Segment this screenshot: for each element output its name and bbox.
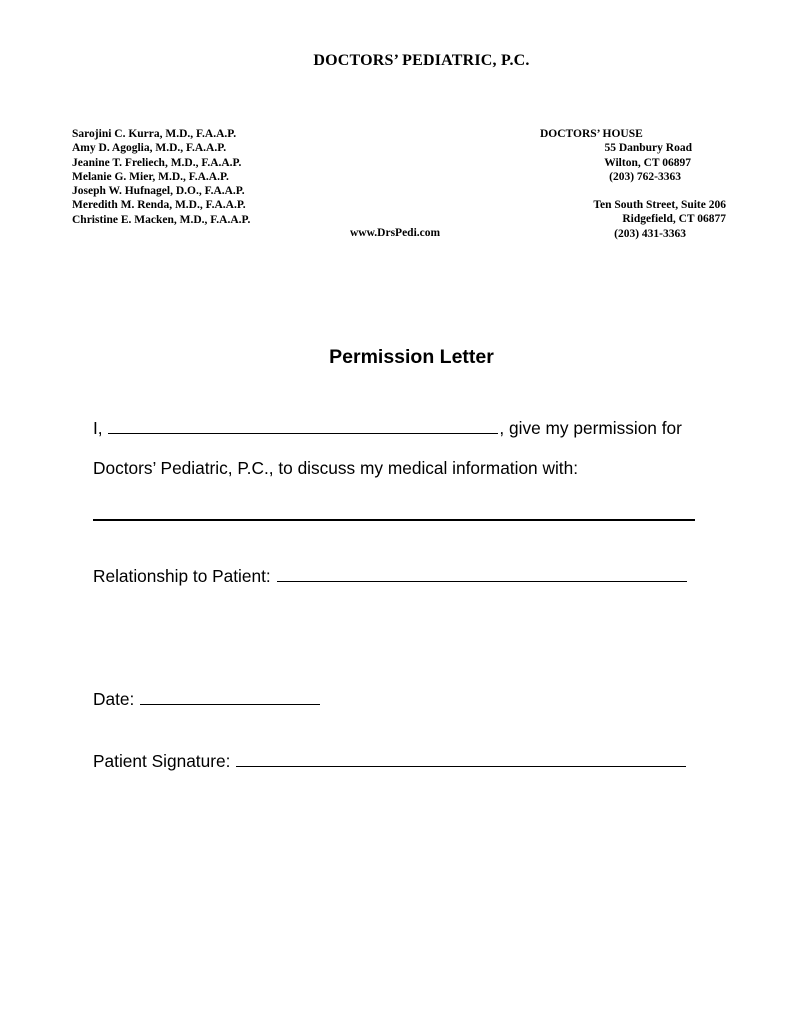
doctor-name: Meredith M. Renda, M.D., F.A.A.P.: [72, 199, 246, 212]
office-street: Ten South Street, Suite 206: [593, 199, 726, 211]
date-field[interactable]: [140, 688, 320, 705]
discuss-line: Doctors’ Pediatric, P.C., to discuss my medical information with:: [93, 458, 579, 478]
office-name: DOCTORS’ HOUSE: [540, 128, 643, 140]
signature-line: [93, 750, 687, 772]
office-city: Wilton, CT 06897: [604, 156, 691, 169]
authorized-person-field[interactable]: [93, 519, 695, 521]
website-link[interactable]: www.DrsPedi.com: [350, 227, 441, 239]
patient-name-field[interactable]: [108, 417, 498, 434]
doctor-name: Jeanine T. Freliech, M.D., F.A.A.P.: [72, 156, 242, 169]
office-doctors-house: [540, 127, 700, 184]
permission-suffix: , give my permission for: [499, 418, 682, 438]
signature-label: Patient Signature:: [93, 751, 231, 771]
practice-name: DOCTORS’ PEDIATRIC, P.C.: [313, 52, 530, 69]
date-label: Date:: [93, 689, 135, 709]
office-street: 55 Danbury Road: [604, 142, 692, 155]
doctors-list: [72, 127, 250, 227]
permission-prefix: I,: [93, 418, 103, 438]
office-city: Ridgefield, CT 06877: [622, 213, 726, 226]
office-ridgefield: [560, 198, 726, 241]
doctor-name: Amy D. Agoglia, M.D., F.A.A.P.: [72, 142, 227, 155]
doctor-name: Sarojini C. Kurra, M.D., F.A.A.P.: [72, 128, 237, 140]
letter-title: Permission Letter: [329, 346, 494, 368]
date-line: [93, 688, 321, 710]
doctor-name: Joseph W. Hufnagel, D.O., F.A.A.P.: [72, 185, 245, 198]
relationship-line: [93, 565, 688, 587]
office-phone: (203) 762-3363: [609, 170, 681, 183]
permission-line: [93, 417, 682, 439]
signature-field[interactable]: [236, 750, 686, 767]
doctor-name: Melanie G. Mier, M.D., F.A.A.P.: [72, 170, 229, 183]
office-phone: (203) 431-3363: [614, 227, 686, 240]
relationship-field[interactable]: [277, 565, 687, 582]
doctor-name: Christine E. Macken, M.D., F.A.A.P.: [72, 213, 251, 226]
relationship-label: Relationship to Patient:: [93, 566, 271, 586]
